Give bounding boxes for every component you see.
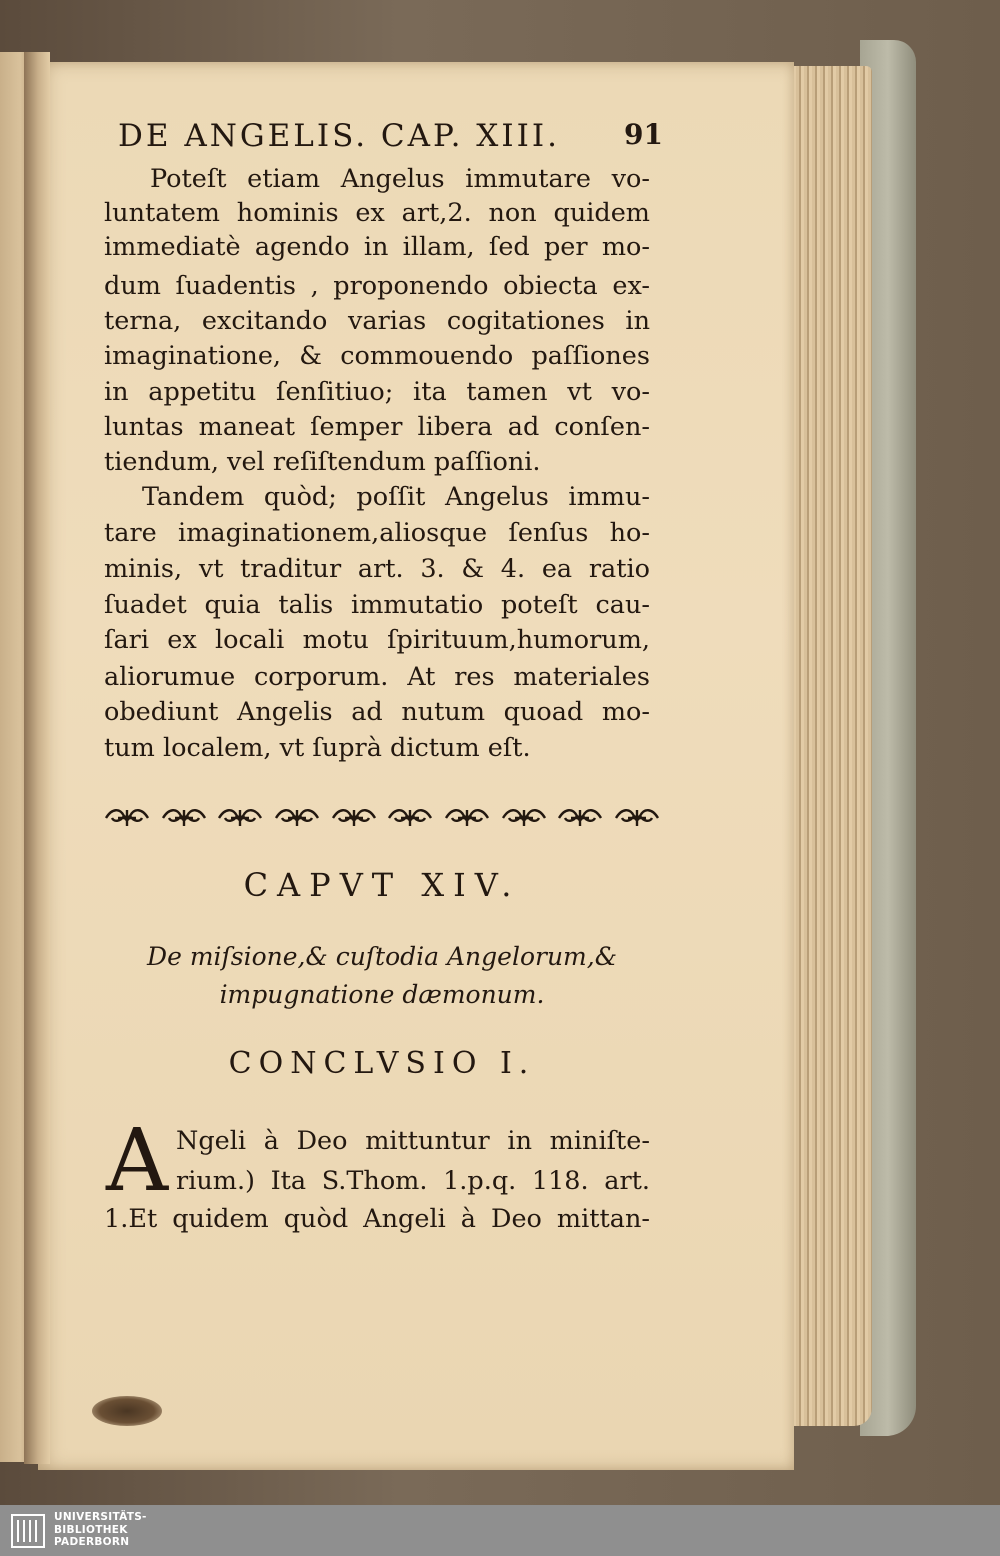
ink-stain — [92, 1396, 162, 1426]
paragraph2-line: minis, vt traditur art. 3. & 4. ea ratio — [104, 554, 650, 584]
fleuron-ornament-icon — [104, 806, 150, 830]
paragraph3-line: rium.) Ita S.Thom. 1.p.q. 118. art. — [176, 1166, 650, 1196]
page-number: 91 — [624, 118, 663, 151]
paragraph1-line: luntas maneat ſemper libera ad conſen- — [104, 412, 650, 442]
paragraph2-line: ſari ex locali motu ſpirituum,humorum, — [104, 625, 650, 655]
paragraph1-line: in appetitu ſenſitiuo; ita tamen vt vo- — [104, 377, 650, 407]
paragraph1-line: Poteſt etiam Angelus immutare vo- — [150, 164, 650, 194]
chapter-heading: CAPVT XIV. — [243, 866, 521, 904]
paragraph1-line: imaginatione, & commouendo paſſiones — [104, 341, 650, 371]
fleuron-ornament-icon — [501, 806, 547, 830]
paragraph2-line: ſuadet quia talis immutatio poteſt cau- — [104, 590, 650, 620]
library-name-line: PADERBORN — [54, 1536, 130, 1548]
library-name-line: BIBLIOTHEK — [54, 1523, 128, 1536]
library-name — [54, 1511, 147, 1549]
paragraph1-line: dum ſuadentis , proponendo obiecta ex- — [104, 271, 650, 301]
paragraph2-line: Tandem quòd; poſſit Angelus immu- — [142, 482, 650, 512]
fleuron-ornament-icon — [444, 806, 490, 830]
fleuron-ornament-icon — [614, 806, 660, 830]
paragraph3-line: Ngeli à Deo mittuntur in miniſte- — [176, 1126, 650, 1156]
fleuron-ornament-icon — [274, 806, 320, 830]
chapter-subtitle: De miſsione,& cuſtodia Angelorum,& — [147, 942, 617, 971]
library-logo-icon — [10, 1513, 46, 1549]
fleuron-ornament-icon — [161, 806, 207, 830]
paragraph1-line: luntatem hominis ex art,2. non quidem — [104, 198, 650, 228]
paragraph2-line: tum localem, vt ſuprà dictum eſt. — [104, 733, 531, 763]
running-head-title: DE ANGELIS. CAP. XIII. — [118, 118, 560, 154]
paragraph2-line: aliorumue corporum. At res materiales — [104, 662, 650, 692]
paragraph3-line: 1.Et quidem quòd Angeli à Deo mittan- — [104, 1204, 650, 1234]
paragraph1-line: tiendum, vel reſiſtendum paſſioni. — [104, 447, 541, 477]
paragraph2-line: obediunt Angelis ad nutum quoad mo- — [104, 697, 650, 727]
fleuron-ornament-icon — [387, 806, 433, 830]
paragraph2-line: tare imaginationem,aliosque ſenſus ho- — [104, 518, 650, 548]
drop-cap: A — [106, 1111, 169, 1211]
fleuron-ornament-icon — [557, 806, 603, 830]
ornamental-divider — [104, 803, 660, 833]
paragraph1-line: immediatè agendo in illam, ſed per mo- — [104, 232, 650, 262]
fleuron-ornament-icon — [331, 806, 377, 830]
book-gutter — [24, 52, 50, 1464]
running-header — [118, 118, 663, 162]
library-name-line: UNIVERSITÄTS- — [54, 1511, 147, 1523]
footer-bar — [0, 1505, 1000, 1556]
chapter-subtitle: impugnatione dæmonum. — [219, 980, 545, 1009]
fleuron-ornament-icon — [217, 806, 263, 830]
paragraph1-line: terna, excitando varias cogitationes in — [104, 306, 650, 336]
conclusio-heading: CONCLVSIO I. — [228, 1046, 536, 1081]
